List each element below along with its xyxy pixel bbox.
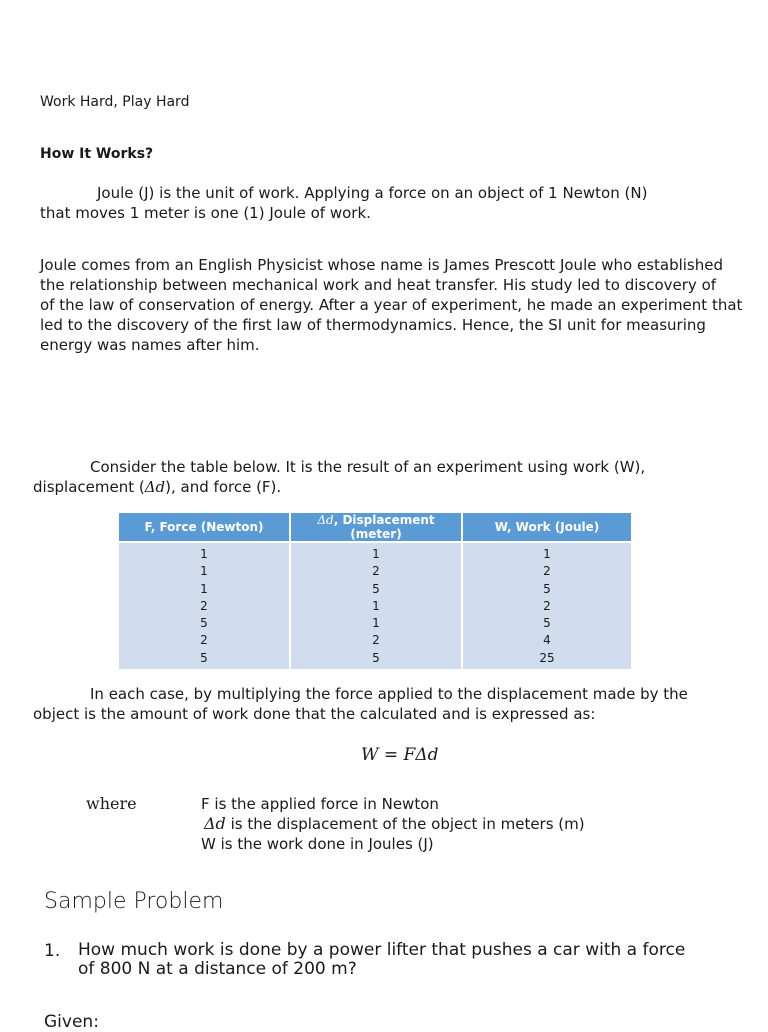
- force-cell: 5: [200, 650, 208, 665]
- displacement-cell: 1: [372, 616, 380, 631]
- consider-suffix: ), and force (F).: [165, 478, 282, 496]
- force-cell: 5: [200, 616, 208, 631]
- displacement-cell: 2: [372, 633, 380, 648]
- header-displacement: [290, 513, 462, 542]
- displacement-definition: [201, 814, 585, 834]
- displacement-cell: 1: [372, 598, 380, 613]
- history-line: the relationship between mechanical work and heat transfer. His study led to discovery of: [40, 276, 717, 294]
- work-cell: 5: [543, 616, 551, 631]
- work-formula: W = FΔd: [361, 745, 439, 765]
- force-column: [119, 542, 290, 669]
- consider-prefix: displacement (: [33, 478, 145, 496]
- force-cell: 1: [200, 547, 208, 561]
- consider-paragraph: [33, 457, 645, 497]
- multiply-line-2: object is the amount of work done that the calculated and is expressed as:: [33, 705, 596, 723]
- intro-line-2: that moves 1 meter is one (1) Joule of work.: [40, 204, 371, 222]
- consider-line-1: Consider the table below. It is the result of an experiment using work (W),: [90, 458, 646, 476]
- section-heading: How It Works?: [40, 146, 154, 162]
- work-cell: 2: [543, 598, 551, 613]
- force-cell: 2: [200, 598, 208, 613]
- force-cell: 1: [200, 564, 208, 579]
- problem-text: [78, 941, 685, 979]
- displacement-cell: 2: [372, 564, 380, 579]
- displacement-column: [290, 542, 462, 669]
- displacement-definition-text: is the displacement of the object in meters (m): [225, 815, 585, 833]
- history-line: of the law of conservation of energy. After a year of experiment, he made an experiment that: [40, 296, 743, 314]
- table-body-row: [119, 542, 631, 669]
- header-work: W, Work (Joule): [462, 513, 631, 542]
- displacement-cell: 5: [372, 650, 380, 665]
- given-label: Given:: [44, 1012, 99, 1032]
- work-cell: 4: [543, 633, 551, 648]
- force-cell: 2: [200, 633, 208, 648]
- delta-d-symbol: Δd: [144, 478, 166, 496]
- work-cell: 1: [543, 547, 551, 561]
- intro-line-1: Joule (J) is the unit of work. Applying a force on an object of 1 Newton (N): [97, 184, 648, 202]
- header-displacement-label: , Displacement (meter): [333, 513, 435, 541]
- history-line: Joule comes from an English Physicist whose name is James Prescott Joule who established: [40, 256, 723, 274]
- sample-problem-heading: Sample Problem: [44, 889, 224, 914]
- multiply-line-1: In each case, by multiplying the force applied to the displacement made by the: [90, 685, 688, 703]
- history-line: energy was names after him.: [40, 336, 260, 354]
- history-line: led to the discovery of the first law of thermodynamics. Hence, the SI unit for measuring: [40, 316, 706, 334]
- work-cell: 2: [543, 564, 551, 579]
- where-label: where: [86, 794, 137, 813]
- displacement-cell: 1: [372, 547, 380, 561]
- work-cell: 25: [539, 650, 555, 665]
- experiment-table: [119, 513, 631, 669]
- consider-line-2: [33, 477, 645, 497]
- document-title: Work Hard, Play Hard: [40, 94, 190, 110]
- work-column: [462, 542, 631, 669]
- problem-line-1: How much work is done by a power lifter that pushes a car with a force: [78, 940, 686, 960]
- header-delta-d-symbol: Δd: [317, 513, 334, 527]
- history-paragraph: [40, 255, 742, 355]
- intro-paragraph: [40, 183, 647, 223]
- problem-line-2: of 800 N at a distance of 200 m?: [78, 959, 357, 979]
- displacement-cell: 5: [372, 581, 380, 596]
- problem-number: 1.: [44, 941, 61, 961]
- table-header-row: [119, 513, 631, 542]
- force-definition: F is the applied force in Newton: [201, 795, 439, 813]
- where-definitions: [201, 794, 585, 854]
- work-cell: 5: [543, 581, 551, 596]
- header-force: F, Force (Newton): [119, 513, 290, 542]
- work-definition: W is the work done in Joules (J): [201, 835, 434, 853]
- definition-delta-d-symbol: Δd: [204, 814, 226, 833]
- multiply-paragraph: [33, 684, 688, 724]
- force-cell: 1: [200, 581, 208, 596]
